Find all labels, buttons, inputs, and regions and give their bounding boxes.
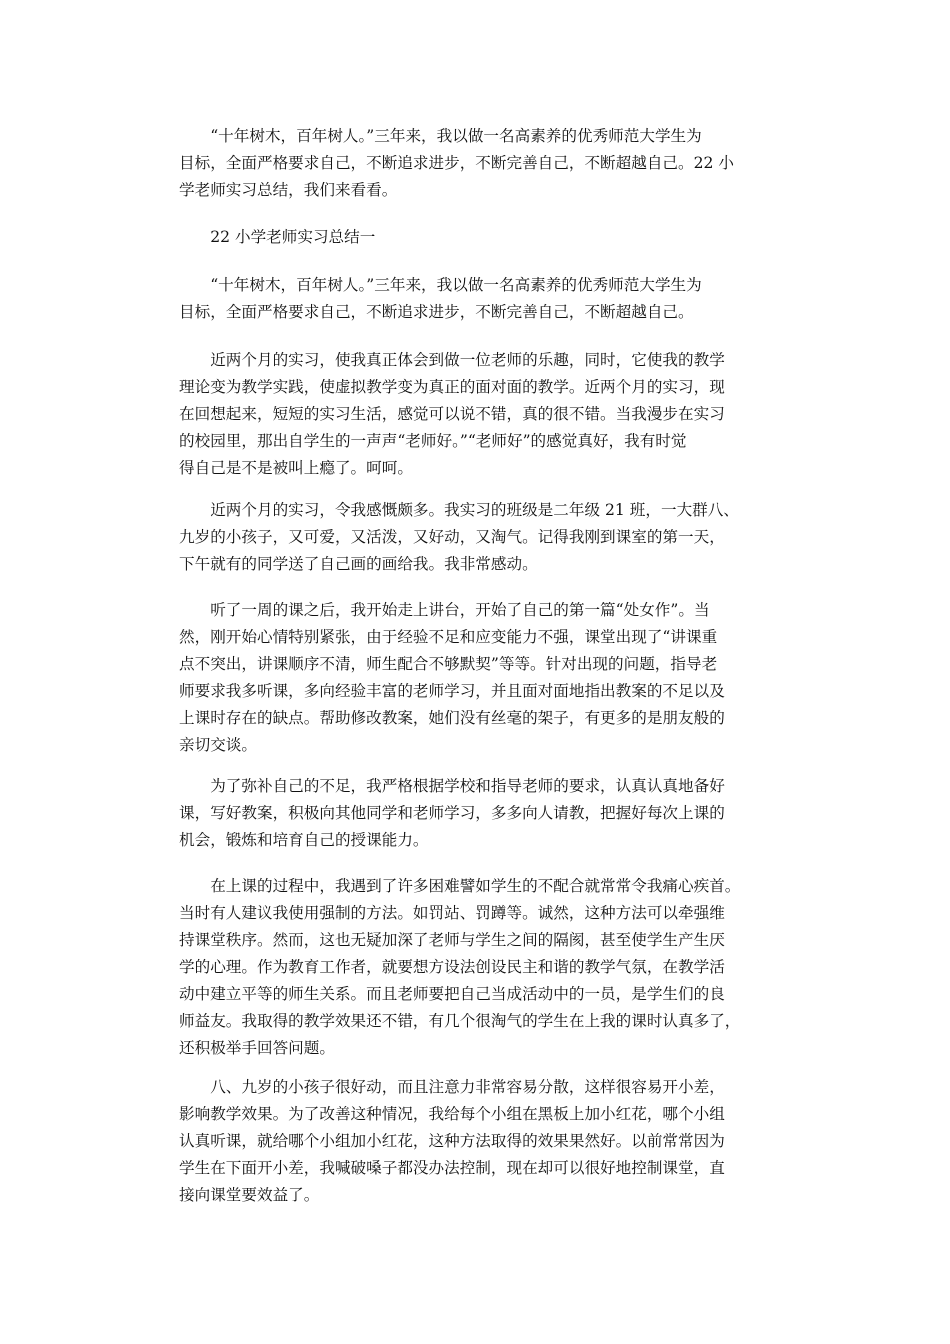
section-title-text: 22 小学老师实习总结一 — [210, 228, 376, 246]
paragraph-1 — [179, 272, 779, 326]
paragraph-2 — [179, 347, 779, 482]
paragraph-line: 持课堂秩序。然而，这也无疑加深了老师与学生之间的隔阂，甚至使学生产生厌 — [179, 931, 725, 949]
paragraph-line: “十年树木，百年树人。”三年来，我以做一名高素养的优秀师范大学生为 — [210, 276, 702, 294]
paragraph-line: 学生在下面开小差，我喊破嗓子都没办法控制，现在却可以很好地控制课堂，直 — [179, 1159, 725, 1177]
paragraph-line: 然，刚开始心情特别紧张，由于经验不足和应变能力不强，课堂出现了“讲课重 — [179, 628, 718, 646]
paragraph-line: 理论变为教学实践，使虚拟教学变为真正的面对面的教学。近两个月的实习，现 — [179, 378, 725, 396]
intro-paragraph — [179, 123, 779, 204]
paragraph-line: 师要求我多听课，多向经验丰富的老师学习，并且面对面地指出教案的不足以及 — [179, 682, 725, 700]
paragraph-line: 在上课的过程中，我遇到了许多困难譬如学生的不配合就常常令我痛心疾首。 — [210, 877, 741, 895]
paragraph-line: 九岁的小孩子，又可爱，又活泼，又好动，又淘气。记得我刚到课室的第一天， — [179, 528, 725, 546]
paragraph-line: 接向课堂要效益了。 — [179, 1186, 320, 1204]
paragraph-line: 的校园里，那出自学生的一声声“老师好。”“老师好”的感觉真好，我有时觉 — [179, 432, 687, 450]
paragraph-6 — [179, 873, 779, 1062]
paragraph-line: 为了弥补自己的不足，我严格根据学校和指导老师的要求，认真认真地备好 — [210, 777, 725, 795]
paragraph-line: 当时有人建议我使用强制的方法。如罚站、罚蹲等。诚然，这种方法可以牵强维 — [179, 904, 725, 922]
paragraph-line: 师益友。我取得的教学效果还不错，有几个很淘气的学生在上我的课时认真多了， — [179, 1012, 741, 1030]
paragraph-line: 下午就有的同学送了自己画的画给我。我非常感动。 — [179, 555, 538, 573]
paragraph-line: 得自己是不是被叫上瘾了。呵呵。 — [179, 459, 413, 477]
paragraph-line: 点不突出，讲课顺序不清，师生配合不够默契”等等。针对出现的问题，指导老 — [179, 655, 718, 673]
paragraph-line: 动中建立平等的师生关系。而且老师要把自己当成活动中的一员，是学生们的良 — [179, 985, 725, 1003]
paragraph-line: 亲切交谈。 — [179, 736, 257, 754]
paragraph-5 — [179, 773, 779, 854]
paragraph-7 — [179, 1074, 779, 1209]
paragraph-line: 机会，锻炼和培育自己的授课能力。 — [179, 831, 429, 849]
paragraph-line: 近两个月的实习，使我真正体会到做一位老师的乐趣，同时，它使我的教学 — [210, 351, 725, 369]
intro-line: 学老师实习总结，我们来看看。 — [179, 181, 398, 199]
paragraph-3 — [179, 497, 779, 578]
section-title — [179, 224, 779, 251]
paragraph-4 — [179, 597, 779, 759]
intro-line: 目标，全面严格要求自己，不断追求进步，不断完善自己，不断超越自己。22 小 — [179, 154, 734, 172]
paragraph-line: 上课时存在的缺点。帮助修改教案，她们没有丝毫的架子，有更多的是朋友般的 — [179, 709, 725, 727]
paragraph-line: 八、九岁的小孩子很好动，而且注意力非常容易分散，这样很容易开小差， — [210, 1078, 725, 1096]
paragraph-line: 学的心理。作为教育工作者，就要想方设法创设民主和谐的教学气氛，在教学活 — [179, 958, 725, 976]
paragraph-line: 认真听课，就给哪个小组加小红花，这种方法取得的效果果然好。以前常常因为 — [179, 1132, 725, 1150]
paragraph-line: 影响教学效果。为了改善这种情况，我给每个小组在黑板上加小红花，哪个小组 — [179, 1105, 725, 1123]
paragraph-line: 还积极举手回答问题。 — [179, 1039, 335, 1057]
paragraph-line: 近两个月的实习，令我感慨颇多。我实习的班级是二年级 21 班，一大群八、 — [210, 501, 739, 519]
paragraph-line: 目标，全面严格要求自己，不断追求进步，不断完善自己，不断超越自己。 — [179, 303, 694, 321]
paragraph-line: 课，写好教案，积极向其他同学和老师学习，多多向人请教，把握好每次上课的 — [179, 804, 725, 822]
intro-line: “十年树木，百年树人。”三年来，我以做一名高素养的优秀师范大学生为 — [210, 127, 702, 145]
paragraph-line: 在回想起来，短短的实习生活，感觉可以说不错，真的很不错。当我漫步在实习 — [179, 405, 725, 423]
paragraph-line: 听了一周的课之后，我开始走上讲台，开始了自己的第一篇“处女作”。当 — [210, 601, 710, 619]
